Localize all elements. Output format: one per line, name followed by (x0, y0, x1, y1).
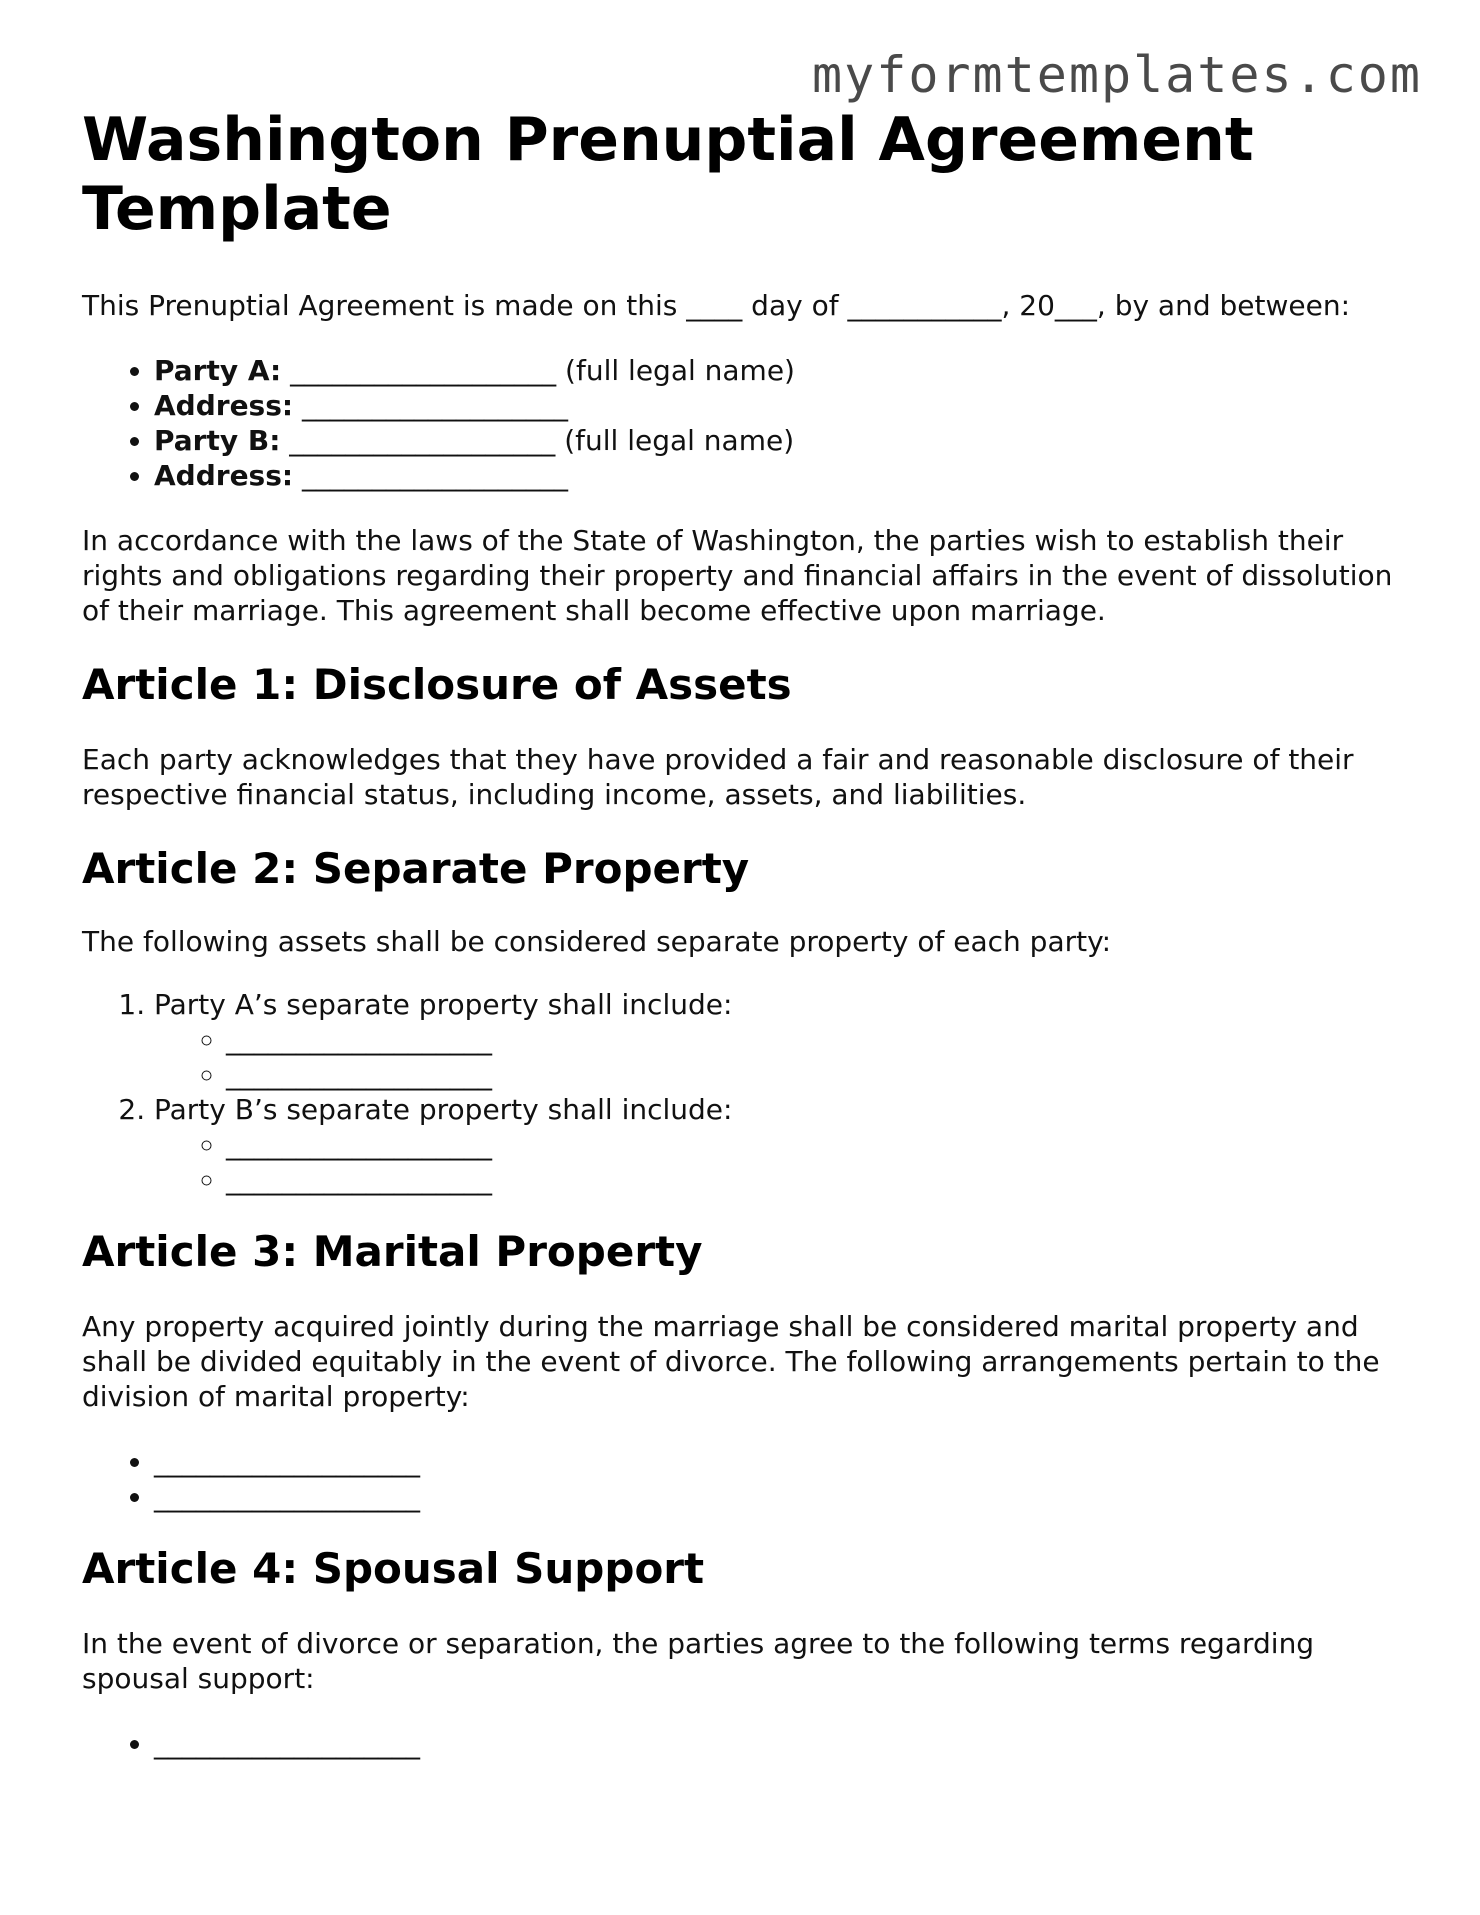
purpose-paragraph: In accordance with the laws of the State of Washington, the parties wish to establish their rights and obligations regarding their property and financial affairs in the event of dissolution of their marriage. This agreement shall become effective upon marriage. (82, 524, 1393, 627)
party-b-separate-property-blanks (154, 1127, 1412, 1197)
watermark: myformtemplates.com (812, 46, 1422, 104)
document-title: Washington Prenuptial Agreement Template (82, 105, 1254, 244)
parties-list (82, 353, 1412, 493)
party-b-item (154, 423, 1412, 458)
article-1-text: Each party acknowledges that they have provided a fair and reasonable disclosure of their respective financial status, including income, assets, and liabilities. (82, 743, 1354, 811)
party-a-address-field: ___________________ (293, 389, 568, 422)
blank-line: • ___________________ (154, 1479, 1412, 1514)
party-a-separate-property (154, 987, 1412, 1092)
article-2-heading: Article 2: Separate Property (82, 844, 750, 893)
blank-line: ◦ ___________________ (226, 1127, 1412, 1162)
party-a-separate-property-label: Party A’s separate property shall include: (154, 988, 733, 1021)
party-b-address-field: ___________________ (293, 459, 568, 492)
blank-line: ◦ ___________________ (226, 1057, 1412, 1092)
party-a-address-item (154, 388, 1412, 423)
intro-paragraph: This Prenuptial Agreement is made on this ____ day of ___________, 20___, by and between: (82, 289, 1351, 322)
document-page (82, 106, 1412, 1761)
article-4-text: In the event of divorce or separation, the parties agree to the following terms regarding spousal support: (82, 1627, 1315, 1695)
blank-line: • ___________________ (154, 1444, 1412, 1479)
party-b-label: Party B: (154, 424, 281, 457)
party-a-address-label: Address: (154, 389, 294, 422)
article-3-text: Any property acquired jointly during the marriage shall be considered marital property and shall be divided equitably in the event of divorce. The following arrangements pertain to the division of marital property: (82, 1310, 1380, 1413)
party-b-address-item (154, 458, 1412, 493)
article-3-heading: Article 3: Marital Property (82, 1227, 703, 1276)
marital-property-list (82, 1444, 1412, 1514)
party-b-address-label: Address: (154, 459, 294, 492)
blank-line: ◦ ___________________ (226, 1162, 1412, 1197)
party-a-field: ___________________ (full legal name) (281, 354, 795, 387)
blank-line: • ___________________ (154, 1726, 1412, 1761)
party-a-item (154, 353, 1412, 388)
party-a-separate-property-blanks (154, 1022, 1412, 1092)
party-b-field: ___________________ (full legal name) (280, 424, 795, 457)
article-1-heading: Article 1: Disclosure of Assets (82, 660, 792, 709)
article-4-heading: Article 4: Spousal Support (82, 1544, 705, 1593)
party-a-label: Party A: (154, 354, 282, 387)
party-b-separate-property (154, 1092, 1412, 1197)
party-b-separate-property-label: Party B’s separate property shall include: (154, 1093, 733, 1126)
blank-line: ◦ ___________________ (226, 1022, 1412, 1057)
separate-property-list (82, 987, 1412, 1197)
article-2-text: The following assets shall be considered separate property of each party: (82, 925, 1112, 958)
spousal-support-list (82, 1726, 1412, 1761)
